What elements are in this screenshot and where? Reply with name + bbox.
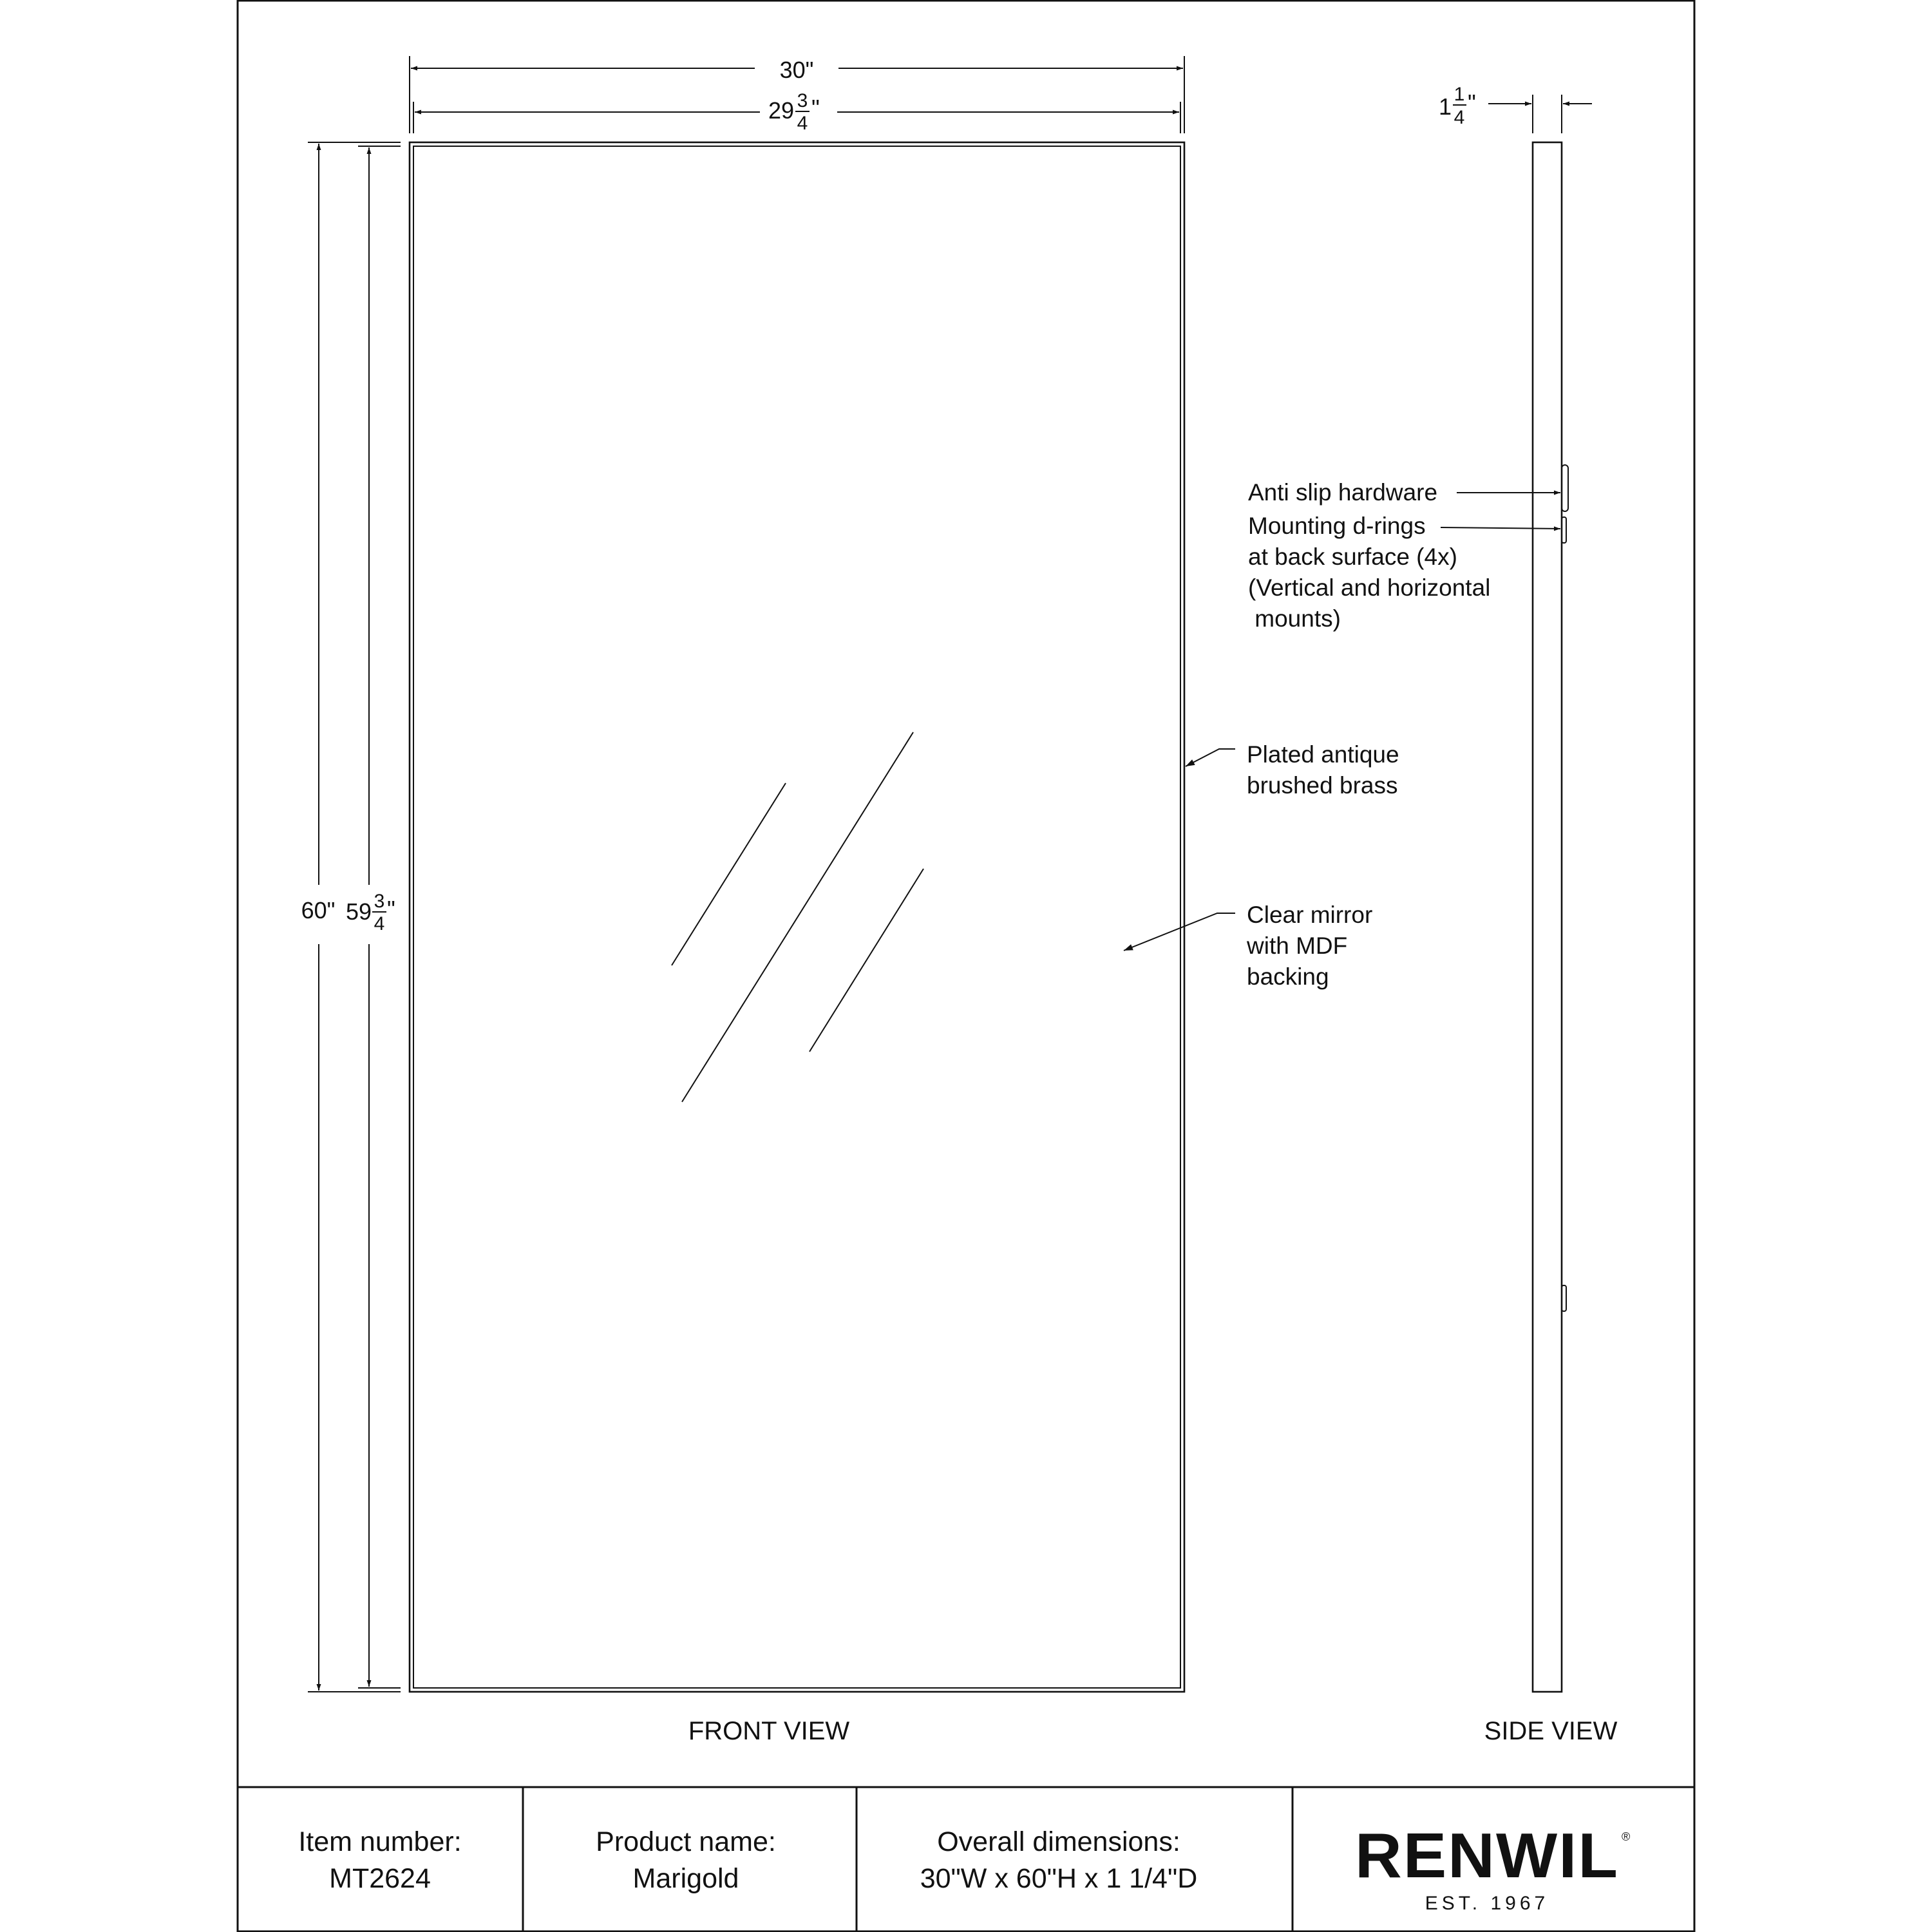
depth-inch-mark: ": [1468, 90, 1476, 116]
glass-reflection-line: [810, 869, 923, 1052]
renwil-logo: [1355, 1820, 1630, 1914]
callout-d-rings: [1248, 513, 1560, 632]
brand-registered-mark: ®: [1622, 1830, 1631, 1843]
width-outer-label: 30": [779, 57, 814, 83]
front-view-label: FRONT VIEW: [688, 1717, 850, 1745]
width-inner-inch-mark: ": [811, 95, 820, 121]
depth-numerator: 1: [1454, 84, 1465, 105]
title-block: [298, 1826, 1197, 1894]
height-outer-label: 60": [301, 897, 336, 923]
sheet-border: [238, 1, 1694, 1931]
callout-d-rings-line-4: mounts): [1248, 605, 1341, 632]
product-name-value: Marigold: [632, 1863, 739, 1894]
side-view-label: SIDE VIEW: [1484, 1717, 1618, 1745]
side-view-drawing: [1533, 142, 1568, 1692]
callout-anti-slip: [1248, 479, 1560, 506]
callout-d-rings-line-2: at back surface (4x): [1248, 544, 1457, 570]
depth-denominator: 4: [1454, 107, 1465, 128]
anti-slip-hardware: [1562, 465, 1568, 511]
overall-dimensions-label: Overall dimensions:: [937, 1826, 1180, 1857]
height-dimension: [301, 142, 401, 1692]
height-inner-numerator: 3: [374, 891, 385, 912]
callout-mirror-line-1: Clear mirror: [1247, 902, 1373, 928]
callout-frame-line-2: brushed brass: [1247, 772, 1398, 799]
width-inner-whole: 29: [768, 97, 794, 124]
callout-mirror-line-3: backing: [1247, 963, 1329, 990]
item-number-value: MT2624: [329, 1863, 431, 1894]
overall-dimensions-value: 30"W x 60"H x 1 1/4"D: [920, 1863, 1198, 1894]
brand-name: RENWIL: [1355, 1820, 1619, 1891]
height-inner-denominator: 4: [374, 913, 385, 934]
width-inner-numerator: 3: [797, 90, 808, 111]
width-dimension: [410, 56, 1184, 134]
mirror-side-profile: [1533, 142, 1562, 1692]
callout-d-rings-line-3: (Vertical and horizontal: [1248, 574, 1491, 601]
glass-reflection-line: [672, 783, 786, 965]
callout-d-rings-line-1: Mounting d-rings: [1248, 513, 1426, 539]
width-inner-denominator: 4: [797, 113, 808, 134]
depth-dimension: [1439, 84, 1592, 133]
item-number-label: Item number:: [298, 1826, 462, 1857]
brand-tagline: EST. 1967: [1425, 1893, 1549, 1914]
height-inner-whole: 59: [345, 898, 372, 925]
depth-whole: 1: [1438, 93, 1452, 120]
callout-mirror-glass: [1124, 902, 1372, 990]
callout-mirror-line-2: with MDF: [1247, 933, 1348, 959]
front-view-drawing: [410, 142, 1184, 1692]
height-inner-inch-mark: ": [387, 896, 395, 922]
glass-reflection-line: [682, 732, 913, 1102]
callout-anti-slip-text: Anti slip hardware: [1248, 479, 1438, 506]
product-name-label: Product name:: [596, 1826, 776, 1857]
callout-frame-line-1: Plated antique: [1247, 741, 1399, 768]
callout-frame-finish: [1186, 741, 1399, 799]
